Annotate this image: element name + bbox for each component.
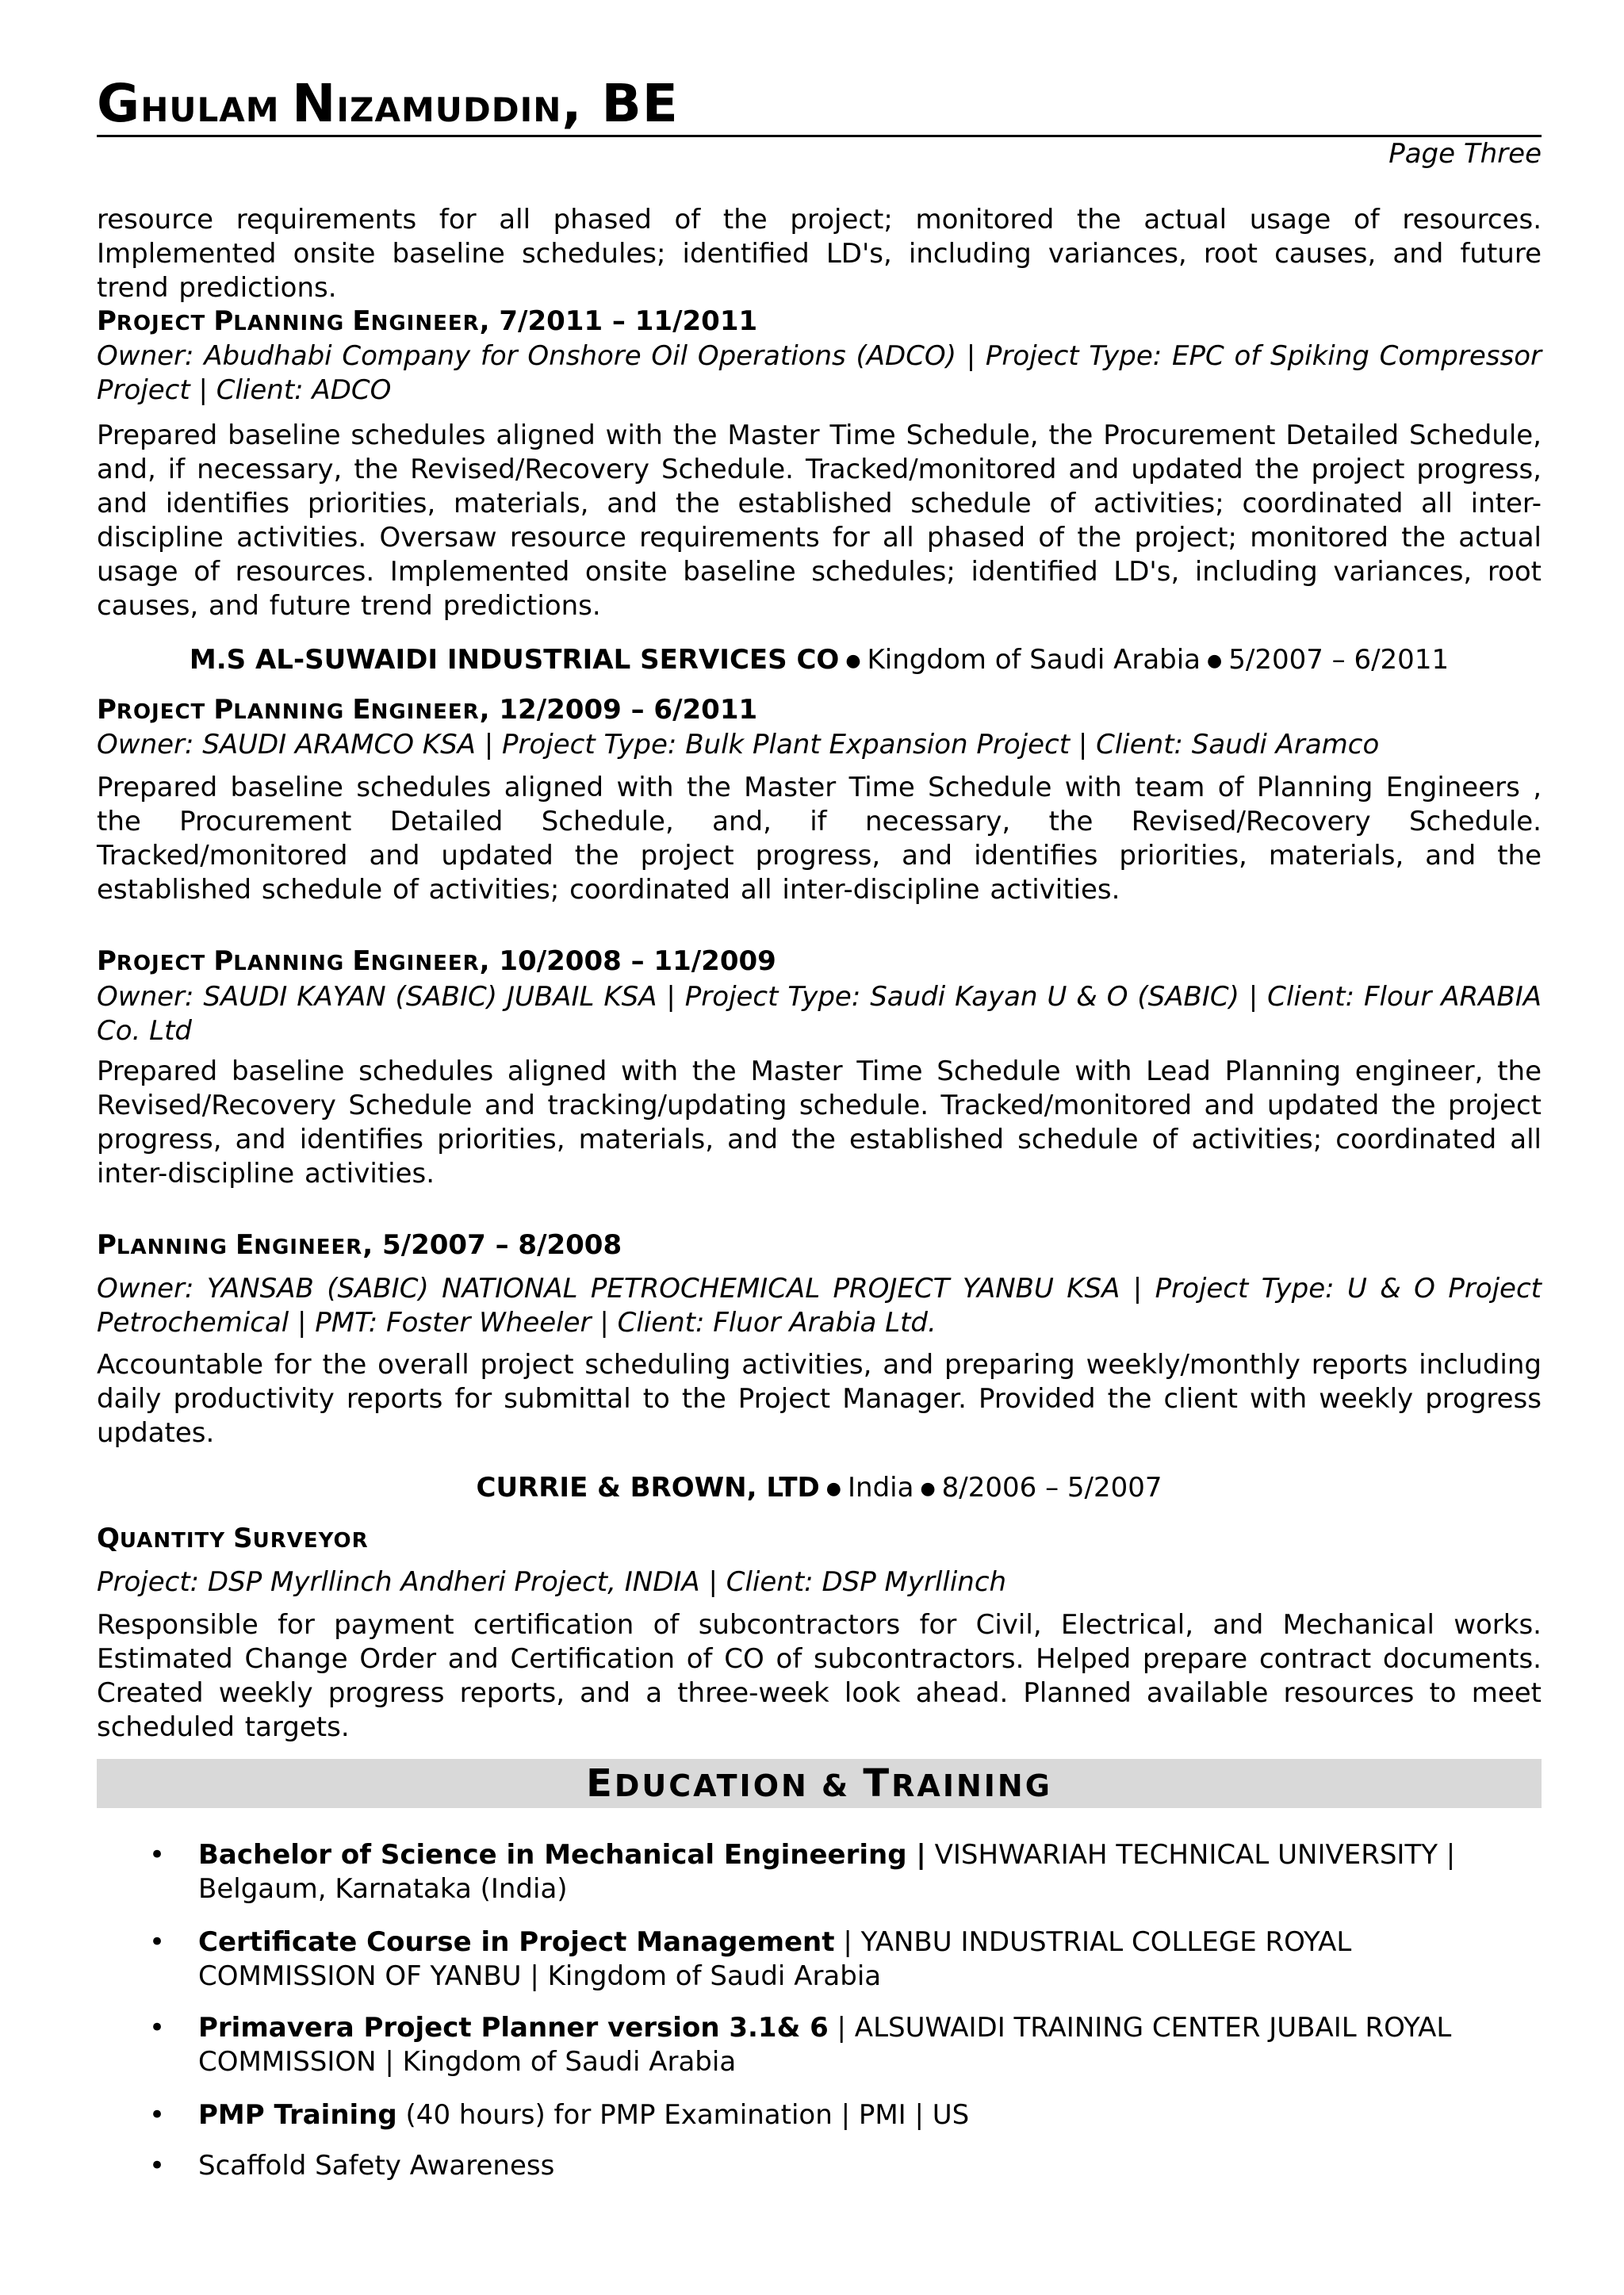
name-last-initial: N: [292, 73, 337, 134]
name-initial: G: [97, 73, 141, 134]
job-owner-yansab: Owner: YANSAB (SABIC) NATIONAL PETROCHEMICAL PROJECT YANBU KSA | Project Type: U & O Project Petrochemical | PMT: Foster Wheeler | Client: Fluor Arabia Ltd.: [97, 1273, 1542, 1339]
company-header-currie: [97, 1472, 1542, 1504]
name-first-rest: HULAM: [140, 90, 293, 129]
job-owner-kayan: Owner: SAUDI KAYAN (SABIC) JUBAIL KSA | Project Type: Saudi Kayan U & O (SABIC) | Client: Flour ARABIA Co. Ltd: [97, 981, 1542, 1047]
job-owner-adco: Owner: Abudhabi Company for Onshore Oil Operations (ADCO) | Project Type: EPC of Spiking Compressor Project | Client: ADCO: [97, 340, 1542, 406]
job-title-adco: PROJECT PLANNING ENGINEER, 7/2011 – 11/2011: [97, 305, 758, 337]
job-dates-adco: , 7/2011 – 11/2011: [479, 305, 758, 337]
job-project-qs: Project: DSP Myrllinch Andheri Project, INDIA | Client: DSP Myrllinch: [97, 1566, 1007, 1598]
job-title-kayan: PROJECT PLANNING ENGINEER, 10/2008 – 11/2009: [97, 945, 776, 977]
company-location: India: [848, 1472, 914, 1504]
job-description-aramco: Prepared baseline schedules aligned with the Master Time Schedule with team of Planning Engineers , the Procurement Detailed Schedule, and, if necessary, the Revised/Recovery Schedule. Tracked/monitored and updated the project progress, and identifies priorities, materials, and the established schedule of activities; coordinated all inter-discipline activities.: [97, 772, 1542, 906]
company-header-suwaidi: [97, 644, 1542, 676]
job-description-yansab: Accountable for the overall project scheduling activities, and preparing weekly/monthly reports including daily productivity reports for submittal to the Project Manager. Provided the client with weekly progress updates.: [97, 1349, 1542, 1449]
job-description-adco: Prepared baseline schedules aligned with the Master Time Schedule, the Procurement Detailed Schedule, and, if necessary, the Revised/Recovery Schedule. Tracked/monitored and updated the project progress, and identifies priorities, materials, and the established schedule of activities; coordinated all inter-discipline activities. Oversaw resource requirements for all phased of the project; monitored the actual usage of resources. Implemented onsite baseline schedules; identified LD's, including variances, root causes, and future trend predictions.: [97, 420, 1542, 622]
candidate-name: [97, 73, 679, 134]
bullet-icon: •: [149, 1839, 166, 1871]
bullet-icon: •: [149, 2099, 166, 2131]
company-name: M.S AL-SUWAIDI INDUSTRIAL SERVICES CO: [189, 644, 840, 676]
job-title-qs: QUANTITY SURVEYOR: [97, 1523, 369, 1554]
company-location: Kingdom of Saudi Arabia: [867, 644, 1201, 676]
company-dates: 8/2006 – 5/2007: [941, 1472, 1162, 1504]
job-description-qs: Responsible for payment certification of subcontractors for Civil, Electrical, and Mechanical works. Estimated Change Order and Certification of CO of subcontractors. Helped prepare contract documents. Created weekly progress reports, and a three-week look ahead. Planned available resources to meet scheduled targets.: [97, 1609, 1542, 1743]
name-suffix: , BE: [561, 73, 679, 134]
bullet-icon: •: [149, 1926, 166, 1958]
job-dates-yansab: , 5/2007 – 8/2008: [362, 1229, 622, 1261]
separator-dot: ●: [845, 651, 861, 671]
separator-dot: ●: [825, 1479, 841, 1499]
bullet-icon: •: [149, 2150, 166, 2182]
company-dates: 5/2007 – 6/2011: [1228, 644, 1450, 676]
company-name: CURRIE & BROWN, LTD: [476, 1472, 820, 1504]
job-description-kayan: Prepared baseline schedules aligned with the Master Time Schedule with Lead Planning engineer, the Revised/Recovery Schedule and tracking/updating schedule. Tracked/monitored and updated the project progress, and identifies priorities, materials, and the established schedule of activities; coordinated all inter-discipline activities.: [97, 1056, 1542, 1190]
page-label: Page Three: [1388, 138, 1542, 170]
education-heading: EDUCATION & TRAINING: [97, 1759, 1542, 1808]
job-title-aramco: PROJECT PLANNING ENGINEER, 12/2009 – 6/2011: [97, 694, 758, 726]
separator-dot: ●: [920, 1479, 936, 1499]
job-owner-aramco: Owner: SAUDI ARAMCO KSA | Project Type: Bulk Plant Expansion Project | Client: Saudi Aramco: [97, 729, 1380, 761]
job-dates-aramco: , 12/2009 – 6/2011: [479, 694, 758, 726]
name-last-rest: IZAMUDDIN: [336, 90, 562, 129]
job-title-yansab: PLANNING ENGINEER, 5/2007 – 8/2008: [97, 1229, 622, 1261]
bullet-icon: •: [149, 2012, 166, 2044]
separator-dot: ●: [1207, 651, 1223, 671]
intro-paragraph: resource requirements for all phased of the project; monitored the actual usage of resources. Implemented onsite baseline schedules; identified LD's, including variances, root causes, and future trend predictions.: [97, 204, 1542, 304]
header-rule: [97, 135, 1542, 137]
resume-page: GHULAM NIZAMUDDIN, BE Page Three resource requirements for all phased of the project; monitored the actual usage of resources. Implemented onsite baseline schedules; identified LD's, including variances, root causes, and future trend predictions. PROJECT PLANNING ENGINEER, 7/2011 – 11/2011 Owner: Abudhabi Company for Onshore Oil Operations (ADCO) | Project Type: EPC of Spiking Compressor Project | Client: ADCO Prepared baseline schedules aligned with the Master Time Schedule, the Procurement Detailed Schedule, and, if necessary, the Revised/Recovery Schedule. Tracked/monitored and updated the project progress, and identifies priorities, materials, and the established schedule of activities; coordinated all inter-discipline activities. Oversaw resource requirements for all phased of the project; monitored the actual usage of resources. Implemented onsite baseline schedules; identified LD's, including variances, root causes, and future trend predictions. M.S AL-SUWAIDI INDUSTRIAL SERVICES CO ● Kingdom of Saudi Arabia ● 5/2007 – 6/2011 PROJECT PLANNING ENGINEER, 12/2009 – 6/2011 Owner: SAUDI ARAMCO KSA | Project Type: Bulk Plant Expansion Project | Client: Saudi Aramco Prepared baseline schedules aligned with the Master Time Schedule with team of Planning Engineers , the Procurement Detailed Schedule, and, if necessary, the Revised/Recovery Schedule. Tracked/monitored and updated the project progress, and identifies priorities, materials, and the established schedule of activities; coordinated all inter-discipline activities. PROJECT PLANNING ENGINEER, 10/2008 – 11/2009 Owner: SAUDI KAYAN (SABIC) JUBAIL KSA | Project Type: Saudi Kayan U & O (SABIC) | Client: Flour ARABIA Co. Ltd Prepared baseline schedules aligned with the Master Time Schedule with Lead Planning engineer, the Revised/Recovery Schedule and tracking/updating schedule. Tracked/monitored and updated the project progress, and identifies priorities, materials, and the established schedule of activities; coordinated all inter-discipline activities. PLANNING ENGINEER, 5/2007 – 8/2008 Owner: YANSAB (SABIC) NATIONAL PETROCHEMICAL PROJECT YANBU KSA | Project Type: U & O Project Petrochemical | PMT: Foster Wheeler | Client: Fluor Arabia Ltd. Accountable for the overall project scheduling activities, and preparing weekly/monthly reports including daily productivity reports for submittal to the Project Manager. Provided the client with weekly progress updates. CURRIE & BROWN, LTD ● India ● 8/2006 – 5/2007 QUANTITY SURVEYOR Project: DSP Myrllinch Andheri Project, INDIA | Client: DSP Myrllinch Responsible for payment certification of subcontractors for Civil, Electrical, and Mechanical works. Estimated Change Order and Certification of CO of subcontractors. Helped prepare contract documents. Created weekly progress reports, and a three-week look ahead. Planned available resources to meet scheduled targets. EDUCATION & TRAINING • Bachelor of Science in Mechanical Engineering | VISHWARIAH TECHNICAL UNIVERSITY | Belgaum, Karnataka (India) • Certificate Course in Project Management | YANBU INDUSTRIAL COLLEGE ROYAL COMMISSION OF YANBU | Kingdom of Saudi Arabia • Primavera Project Planner version 3.1& 6 | ALSUWAIDI TRAINING CENTER JUBAIL ROYAL COMMISSION | Kingdom of Saudi Arabia • PMP Training (40 hours) for PMP Examination | PMI | US • Scaffold Safety Awareness: [97, 73, 1542, 2182]
job-dates-kayan: , 10/2008 – 11/2009: [479, 945, 776, 977]
